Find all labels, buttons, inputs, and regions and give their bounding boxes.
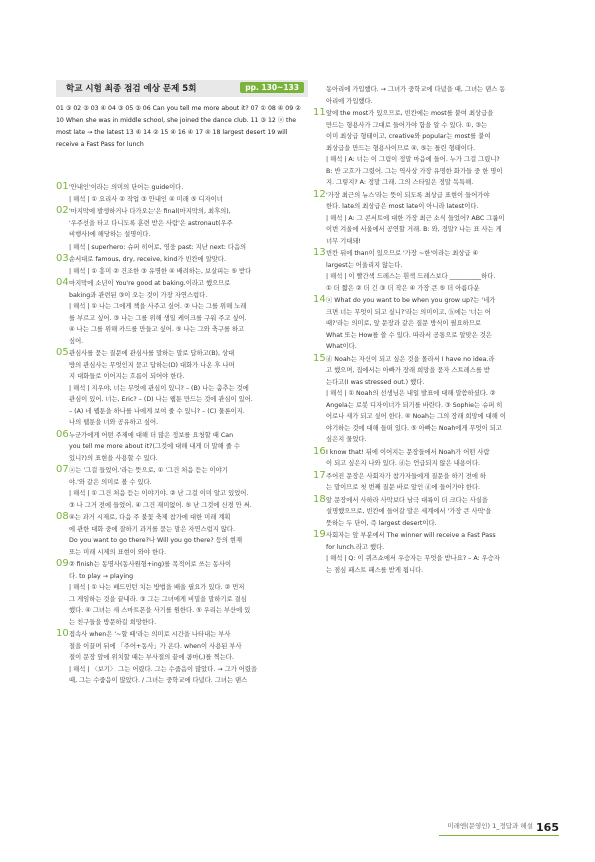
question-number: 01 bbox=[56, 181, 69, 192]
test-header bbox=[56, 80, 308, 97]
explanation-line: 접속사 when은 '~할 때'라는 의미로 시간을 나타내는 부사 bbox=[69, 631, 231, 638]
question-number: 09 bbox=[56, 558, 69, 569]
explanation-line: ⓐ는 '그걸 들었어.'라는 뜻으로, ① '그건 처음 듣는 이야기 bbox=[69, 467, 228, 474]
explanation-line: | 해석 | A: 그 콘서트에 대한 가장 최근 소식 들었어? ABC 그룹이 bbox=[326, 214, 505, 222]
explanation-line: 관심이 있어. 너는, Eric? – (D) 나는 웹툰 만드는 것에 관심이 있어. bbox=[69, 396, 253, 403]
explanation-line: 지 대화들로 이어지는 흐름이 되어야 한다. bbox=[69, 373, 185, 380]
explanation-line: | 해석 | Q: 이 퀴즈쇼에서 우승자는 무엇을 받나요? – A: 우승자 bbox=[326, 555, 500, 562]
question-number: 02 bbox=[56, 205, 69, 216]
explanation-line: B: 반 고흐가 그렸어. 그는 역사상 가장 유명한 화가들 중 한 명이 bbox=[326, 167, 503, 175]
explanation-line: 방의 관심사는 무엇인지 묻고 답하는(D) 대화가 나온 후 나머 bbox=[69, 361, 235, 369]
explanation-line: 를 부르고 싶어. ③ 나는 그를 위해 생일 케이크를 구워 주고 싶어. bbox=[69, 314, 247, 322]
explanation-line: 뜻하는 두 단어, 즉 largest desert이다. bbox=[326, 519, 437, 527]
explanation-line: 너무 기대돼! bbox=[326, 237, 361, 245]
explanation-line: ② finish는 동명사(동사원형+ing)를 목적어로 쓰는 동사이 bbox=[69, 561, 232, 568]
explanation-line: 싶은지 물었다. bbox=[326, 436, 367, 443]
explanation-line: 주어진 문장은 사회자가 참가자들에게 질문을 하기 전에 하 bbox=[326, 472, 486, 480]
explanation-line: 만드는 형용사가 그대로 들어가야 함을 알 수 있다. ①, ③는 bbox=[326, 121, 488, 129]
explanation-line: 사회자는 앞 부분에서 The winner will receive a Fast Pass bbox=[326, 532, 496, 539]
explanation-line: 는 말이므로 첫 번째 질문 바로 앞인 ⓓ에 들어가야 한다. bbox=[326, 484, 481, 491]
explanation-line: for lunch.라고 했다. bbox=[326, 543, 385, 551]
explanation-line: 크면 너는 무엇이 되고 싶니?'라는 의미이고, ⓑ에는 '너는 어 bbox=[326, 308, 491, 316]
explanation-entry bbox=[313, 354, 559, 446]
explanation-line: 고 했으며, 집에서는 아빠가 장래 희망을 묻자 스트레스를 받 bbox=[326, 367, 491, 374]
question-number: 05 bbox=[56, 347, 69, 358]
explanation-entry bbox=[313, 190, 559, 248]
explanation-line: largest는 어울리지 않는다. bbox=[326, 261, 403, 269]
answer-key: 01 ③ 02 ③ 03 ④ 04 ③ 05 ③ 06 Can you tell me more about it? 07 ① 08 ④ 09 ② 10 When she was in middle school, she joined the dance club. 11 ③ 12 ⓐ the most late → the latest 13 ④ 14 ② 15 ④ 16 ④ 17 ④ 18 largest desert 19 will receive a Fast Pass for lunch bbox=[56, 105, 301, 148]
explanation-line: 지. 그렇지? A: 정말 그래. 그의 스타일은 정말 독특해. bbox=[326, 179, 474, 186]
explanation-line: 설명했으므로, 빈칸에 들어갈 말은 세계에서 '가장 큰 사막'을 bbox=[326, 508, 492, 515]
explanation-line: | 해석 | A: 너는 이 그림이 정말 마음에 들어. 누가 그걸 그렸니? bbox=[326, 156, 500, 163]
explanation-entry bbox=[56, 278, 308, 347]
explanation-line: 동아리에 가입했다. → 그녀가 중학교에 다녔을 때, 그녀는 댄스 동 bbox=[326, 86, 506, 93]
explanation-line: 는 점심 패스트 패스를 받게 됩니다. bbox=[326, 566, 424, 574]
explanation-line: 있니?)의 표현을 사용할 수 있다. bbox=[69, 454, 158, 462]
explanation-line: 마지막에 소년이 You're good at baking.이라고 했으므로 bbox=[69, 280, 231, 287]
explanation-line: you tell me more about it?(그것에 대해 내게 더 말해 줄 수 bbox=[69, 443, 240, 450]
explanation-entry bbox=[313, 295, 559, 353]
explanation-line: What 또는 How를 쓸 수 있다. 따라서 공통으로 알맞은 것은 bbox=[326, 331, 492, 339]
explanation-line: ③ 나 그거 전에 들었어. ④ 그건 재미없어. ⑤ 난 그것에 신경 안 써. bbox=[69, 501, 252, 509]
left-column bbox=[56, 182, 308, 688]
explanation-line: ⓓ Noah는 자신이 되고 싶은 것을 몰라서 I have no idea.라 bbox=[326, 355, 495, 363]
explanation-line: I know that! 뒤에 이어지는 문장들에서 Noah가 어떤 사람 bbox=[326, 448, 490, 456]
explanation-entry bbox=[56, 242, 308, 254]
explanation-line: 싶어. bbox=[69, 337, 84, 345]
question-number: 06 bbox=[56, 428, 69, 440]
explanation-line: 는다고(I was stressed out.) 했다. bbox=[326, 378, 425, 386]
explanation-line: ⓐ What do you want to be when you grow up?는 '네가 bbox=[326, 297, 496, 304]
explanation-line: 최상급을 만드는 형용사이므로 ④, ⑤는 틀린 형태이다. bbox=[326, 144, 475, 152]
explanation-line: 이번 겨울에 서울에서 공연할 거래. B: 와, 정말? 나는 표 사는 게 bbox=[326, 226, 502, 233]
explanation-line: 관심사를 묻는 질문에 관심사를 말하는 말로 답하고(B), 상대 bbox=[69, 350, 235, 357]
question-number: 14 bbox=[313, 294, 326, 305]
explanation-line: | 해석 | ① Noah의 선생님은 내일 발표에 대해 말씀하셨다. ② bbox=[326, 390, 496, 397]
question-number: 13 bbox=[313, 247, 326, 258]
explanation-line: What이다. bbox=[326, 343, 357, 350]
explanation-line: | 해석 | 이 빨간색 드레스는 흰색 드레스보다 __________하다. bbox=[326, 273, 496, 280]
explanation-entry bbox=[313, 495, 559, 530]
explanation-line: 앞에 the most가 있으므로, 빈칸에는 most를 붙여 최상급을 bbox=[326, 110, 494, 117]
explanation-entry bbox=[56, 559, 308, 628]
page-number: 165 bbox=[536, 821, 559, 834]
explanation-entry bbox=[313, 84, 559, 107]
explanation-line: 절을 이끌며 뒤에 「주어+동사」가 온다. when이 사용된 부사 bbox=[69, 642, 242, 650]
question-number: 07 bbox=[56, 464, 69, 475]
explanation-line: ① 더 짧은 ② 더 긴 ③ 더 작은 ④ 가장 큰 ⑤ 더 아름다운 bbox=[326, 284, 480, 292]
explanation-entry bbox=[56, 206, 308, 241]
explanation-line: | 해석 | superhero: 슈퍼 히어로, 영웅 past: 지난 next: 다음의 bbox=[69, 243, 247, 251]
explanation-line: ④ 나는 그를 위해 카드를 만들고 싶어. ⑤ 나는 그와 축구를 하고 bbox=[69, 326, 245, 333]
explanation-line: 앞 문장에서 사하라 사막보다 남극 대륙이 더 크다는 사실을 bbox=[326, 496, 488, 504]
explanation-line: '마지막에 발생하거나 다가오는'은 final(마지막의, 최후의), bbox=[69, 208, 231, 215]
explanation-line: 야기하는 것에 대해 들떠 있다. ⑤ 아빠는 Noah에게 무엇이 되고 bbox=[326, 424, 502, 432]
explanation-line: 는 친구들을 방문하길 희망한다. bbox=[69, 618, 157, 626]
explanation-line: 한다. late의 최상급은 most late이 아니라 latest이다. bbox=[326, 203, 479, 210]
page-range-badge: pp. 130~133 bbox=[240, 82, 304, 93]
question-number: 16 bbox=[313, 445, 326, 457]
explanation-line: 순서대로 famous, dry, receive, kind가 빈칸에 알맞다. bbox=[69, 256, 226, 263]
explanation-line: 에 관한 대화 중에 잘하기 과거를 묻는 말은 자연스럽지 않다. bbox=[69, 525, 236, 533]
footer-label: 미래엔(문영인) 1_정답과 해설 bbox=[447, 822, 533, 830]
explanation-entry bbox=[56, 629, 308, 687]
explanation-line: 때?'라는 의미로, 앞 문장과 같은 질문 방식이 필요하므로 bbox=[326, 320, 481, 327]
question-number: 03 bbox=[56, 253, 69, 264]
explanation-line: '우주선을 타고 다니도록 훈련 받은 사람'은 astronaut(우주 bbox=[69, 219, 233, 227]
explanation-entry bbox=[56, 512, 308, 558]
explanation-entry bbox=[313, 471, 559, 494]
explanation-line: Angela는 로봇 디자이너가 되기를 바란다. ③ Sophie는 슈퍼 히 bbox=[326, 401, 503, 409]
explanation-entry bbox=[56, 348, 308, 429]
explanation-line: | 해석 | ① 흥미 ② 건조한 ③ 유명한 ④ 배려하는, 보살피는 ⑤ 받다 bbox=[69, 267, 252, 275]
footer-divider bbox=[439, 835, 559, 836]
explanation-line: | 해석 | 〈보기〉 그는 어렸다. 그는 수줍음이 많았다. → 그가 어렸을 bbox=[69, 665, 258, 673]
question-number: 19 bbox=[313, 529, 326, 540]
test-title: 학교 시험 최종 점검 예상 문제 5회 bbox=[66, 84, 197, 94]
explanation-line: | 해석 | 지우야, 너는 무엇에 관심이 있니? – (B) 나는 춤추는 것에 bbox=[69, 384, 249, 392]
question-number: 10 bbox=[56, 628, 69, 639]
explanation-line: | 해석 | ① 나는 배드민턴 치는 방법을 배울 필요가 있다. ② 먼저 bbox=[69, 584, 245, 591]
explanation-line: 또는 미래 시제의 표현이 와야 한다. bbox=[69, 548, 167, 556]
explanation-line: 절이 문장 앞에 위치할 때는 부사절의 끝에 콤마(,)를 찍는다. bbox=[69, 654, 234, 661]
explanation-line: 어로나 새가 되고 싶어 한다. ④ Noah는 그의 장래 희망에 대해 이 bbox=[326, 413, 506, 420]
explanation-line: 누군가에게 어떤 주제에 대해 더 많은 정보를 요청할 때 Can bbox=[69, 431, 234, 439]
explanation-line: 빈칸 뒤에 than이 있으므로 '가장 ~한'이라는 최상급 ④ bbox=[326, 250, 479, 257]
question-number: 12 bbox=[313, 188, 326, 200]
explanation-entry bbox=[313, 530, 559, 576]
explanation-line: 비행사)에 해당하는 설명이다. bbox=[69, 231, 151, 238]
explanation-line: '안내인'이라는 의미의 단어는 guide이다. bbox=[69, 184, 184, 191]
question-number: 15 bbox=[313, 352, 326, 364]
explanation-entry bbox=[313, 248, 559, 294]
explanation-line: 이 되고 싶은지 나와 있다. ⓓ는 언급되지 않은 내용이다. bbox=[326, 460, 481, 467]
explanation-entry bbox=[313, 108, 559, 189]
question-number: 17 bbox=[313, 469, 326, 481]
explanation-line: baking과 관련된 ③이 오는 것이 가장 자연스럽다. bbox=[69, 291, 208, 299]
explanation-entry bbox=[56, 465, 308, 511]
explanation-line: 그 게임하는 것을 끝내라. ③ 그는 그녀에게 비밀을 말하기로 결심 bbox=[69, 595, 247, 603]
explanation-entry bbox=[313, 447, 559, 470]
explanation-line: | 해석 | ① 나는 그에게 책을 사주고 싶어. ② 나는 그를 위해 노래 bbox=[69, 303, 247, 310]
explanation-line: 야.'와 같은 의미로 볼 수 있다. bbox=[69, 478, 152, 486]
question-number: 11 bbox=[313, 107, 326, 118]
explanation-entry bbox=[56, 254, 308, 277]
right-column bbox=[313, 84, 559, 577]
explanation-line: '가장 최근의 뉴스'라는 뜻이 되도록 최상급 표현이 들어가야 bbox=[326, 191, 490, 199]
explanation-line: 했다. ④ 그녀는 새 스마트폰을 사기를 원한다. ⑤ 우리는 부산에 있 bbox=[69, 607, 251, 614]
explanation-line: ④는 과거 시제로, 다음 주 불꽃 축제 참가에 대한 미래 계획 bbox=[69, 514, 231, 521]
explanation-line: 나의 웹툰을 너와 공유하고 싶어. bbox=[69, 419, 159, 426]
question-number: 04 bbox=[56, 277, 69, 288]
question-number: 18 bbox=[313, 493, 326, 505]
explanation-line: | 해석 | ① 그건 처음 듣는 이야기야. ② 난 그걸 이미 알고 있었어. bbox=[69, 490, 249, 497]
explanation-line: – (A) 네 웹툰을 하나를 나에게 보여 줄 수 있니? – (C) 물론이지. bbox=[69, 407, 245, 415]
explanation-line: 때, 그는 수줍음이 많았다. / 그녀는 중학교에 다녔다. 그녀는 댄스 bbox=[69, 677, 248, 684]
question-number: 08 bbox=[56, 511, 69, 522]
explanation-line: | 해석 | ① 요리사 ② 작업 ③ 안내인 ④ 미래 ⑤ 디자이너 bbox=[69, 195, 223, 203]
explanation-line: 다. to play → playing bbox=[69, 572, 134, 580]
explanation-entry bbox=[56, 182, 308, 205]
explanation-line: Do you want to go there?나 Will you go there? 등의 현재 bbox=[69, 537, 243, 544]
explanation-entry bbox=[56, 430, 308, 465]
explanation-line: 아리에 가입했다. bbox=[326, 97, 373, 105]
explanation-line: 이미 최상급 형태이고, creative와 popular는 most를 붙여 bbox=[326, 133, 491, 140]
